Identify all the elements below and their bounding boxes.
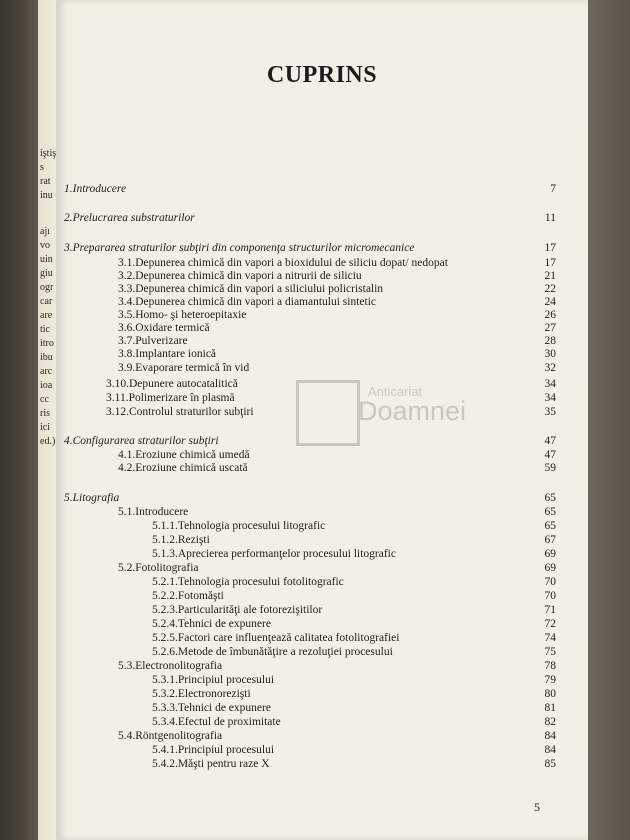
toc-subsection-title: 5.2.4.Tehnici de expunere	[152, 618, 271, 630]
toc-section-title: 5.2.Fotolitografia	[118, 562, 199, 574]
prev-page-fragment: giu	[40, 268, 53, 279]
watermark-frame-icon	[296, 380, 360, 446]
prev-page-fragment: ibu	[40, 352, 53, 363]
toc-section-title: 3.9.Evaporare termică în vid	[118, 362, 250, 374]
toc-page-number: 24	[544, 296, 556, 308]
toc-page-number: 69	[544, 562, 556, 574]
page-title: CUPRINS	[266, 62, 378, 88]
toc-page-number: 17	[544, 242, 556, 254]
prev-page-fragment: vo	[40, 240, 50, 251]
prev-page-fragment: ici	[40, 422, 50, 433]
toc-page-number: 34	[544, 392, 556, 404]
toc-subsection-title: 5.4.2.Măşti pentru raze X	[152, 758, 270, 770]
toc-subsection-title: 5.3.3.Tehnici de expunere	[152, 702, 271, 714]
toc-section-title: 3.2.Depunerea chimică din vapori a nitrurii de siliciu	[118, 270, 362, 282]
prev-page-fragment: iştiş	[40, 148, 57, 159]
prev-page-fragment: uin	[40, 254, 53, 265]
toc-chapter-title: 2.Prelucrarea substraturilor	[64, 212, 195, 224]
toc-section-title: 3.10.Depunere autocatalitică	[106, 378, 238, 390]
toc-chapter-title: 1.Introducere	[64, 183, 127, 195]
toc-page-number: 22	[544, 283, 556, 295]
toc-subsection-title: 5.2.2.Fotomăşti	[152, 590, 224, 602]
toc-subsection-title: 5.3.2.Electronorezişti	[152, 688, 251, 700]
toc-page-number: 21	[544, 270, 556, 282]
toc-page-number: 70	[544, 576, 556, 588]
toc-page-number: 26	[544, 309, 556, 321]
prev-page-fragment: ogr	[40, 282, 54, 293]
toc-page-number: 59	[544, 462, 556, 474]
toc-page-number: 11	[544, 212, 556, 224]
toc-page-number: 65	[544, 492, 556, 504]
toc-section-title: 4.1.Eroziune chimică umedă	[118, 449, 250, 461]
prev-page-fragment: ioa	[40, 380, 53, 391]
toc-section-title: 3.7.Pulverizare	[118, 335, 188, 347]
toc-section-title: 3.1.Depunerea chimică din vapori a bioxidului de siliciu dopat/ nedopat	[118, 257, 448, 269]
toc-subsection-title: 5.3.4.Efectul de proximitate	[152, 716, 281, 728]
watermark-big-text: Doamnei	[358, 396, 467, 426]
toc-page-number: 47	[544, 435, 556, 447]
prev-page-fragment: are	[40, 310, 53, 321]
toc-section-title: 3.4.Depunerea chimică din vapori a diamantului sintetic	[118, 296, 377, 308]
toc-chapter-title: 4.Configurarea straturilor subţiri	[64, 435, 219, 447]
toc-page-number: 65	[544, 506, 556, 518]
toc-section-title: 3.8.Implantare ionică	[118, 348, 217, 360]
toc-chapter-title: 3.Prepararea straturilor subţiri din componenţa structurilor micromecanice	[64, 242, 415, 254]
toc-section-title: 5.4.Röntgenolitografia	[118, 730, 223, 742]
toc-page-number: 75	[544, 646, 556, 658]
toc-page-number: 47	[544, 449, 556, 461]
toc-section-title: 4.2.Eroziune chimică uscată	[118, 462, 248, 474]
watermark-small-text: Anticariat	[368, 384, 423, 399]
prev-page-fragment: s	[40, 162, 44, 173]
toc-page-number: 82	[544, 716, 556, 728]
toc-section-title: 3.5.Homo- şi heteroepitaxie	[118, 309, 247, 321]
toc-page-number: 27	[544, 322, 556, 334]
contents-page	[56, 0, 588, 840]
toc-subsection-title: 5.2.5.Factori care influenţează calitatea fotolitografiei	[152, 632, 400, 644]
toc-subsection-title: 5.2.6.Metode de îmbunătăţire a rezoluţiei procesului	[152, 646, 393, 658]
toc-page-number: 81	[544, 702, 556, 714]
toc-page-number: 80	[544, 688, 556, 700]
toc-page-number: 65	[544, 520, 556, 532]
toc-page-number: 70	[544, 590, 556, 602]
toc-page-number: 30	[544, 348, 556, 360]
prev-page-fragment: inu	[40, 190, 53, 201]
toc-page-number: 35	[544, 406, 556, 418]
toc-section-title: 3.6.Oxidare termică	[118, 322, 210, 334]
toc-page-number: 71	[544, 604, 556, 616]
toc-page-number: 34	[544, 378, 556, 390]
toc-page-number: 28	[544, 335, 556, 347]
page-number: 5	[534, 800, 540, 814]
toc-subsection-title: 5.1.2.Rezişti	[152, 534, 210, 546]
toc-page-number: 84	[544, 744, 556, 756]
prev-page-fragment: cc	[40, 394, 49, 405]
prev-page-fragment: ris	[40, 408, 50, 419]
prev-page-fragment: arc	[40, 366, 53, 377]
prev-page-fragment: car	[40, 296, 53, 307]
toc-page-number: 84	[544, 730, 556, 742]
toc-page-number: 78	[544, 660, 556, 672]
toc-section-title: 5.3.Electronolitografia	[118, 660, 223, 672]
toc-chapter-title: 5.Litografia	[64, 492, 120, 504]
watermark	[296, 376, 467, 456]
toc-page-number: 7	[550, 183, 556, 195]
toc-subsection-title: 5.2.1.Tehnologia procesului fotolitografic	[152, 576, 344, 588]
toc-subsection-title: 5.1.3.Aprecierea performanţelor procesului litografic	[152, 548, 396, 560]
toc-subsection-title: 5.4.1.Principiul procesului	[152, 744, 275, 756]
toc-page-number: 67	[544, 534, 556, 546]
toc-subsection-title: 5.3.1.Principiul procesului	[152, 674, 275, 686]
toc-subsection-title: 5.2.3.Particularităţi ale fotorezişitilor	[152, 604, 323, 616]
prev-page-fragment: ed.)	[40, 436, 56, 447]
toc-section-title: 3.11.Polimerizare în plasmă	[106, 392, 235, 404]
toc-subsection-title: 5.1.1.Tehnologia procesului litografic	[152, 520, 326, 532]
prev-page-fragment: ajı	[40, 226, 50, 237]
toc-page-number: 17	[544, 257, 556, 269]
toc-page-number: 85	[544, 758, 556, 770]
dark-background-right	[588, 0, 630, 840]
toc-page-number: 32	[544, 362, 556, 374]
toc-section-title: 3.12.Controlul straturilor subţiri	[106, 406, 254, 418]
toc-page-number: 74	[544, 632, 556, 644]
toc-section-title: 3.3.Depunerea chimică din vapori a siliciului policristalin	[118, 283, 384, 295]
prev-page-fragment: itro	[40, 338, 54, 349]
prev-page-fragment: tic	[40, 324, 50, 335]
toc-page-number: 72	[544, 618, 556, 630]
toc-section-title: 5.1.Introducere	[118, 506, 189, 518]
toc-page-number: 79	[544, 674, 556, 686]
prev-page-fragment: rat	[40, 176, 51, 187]
toc-page-number: 69	[544, 548, 556, 560]
